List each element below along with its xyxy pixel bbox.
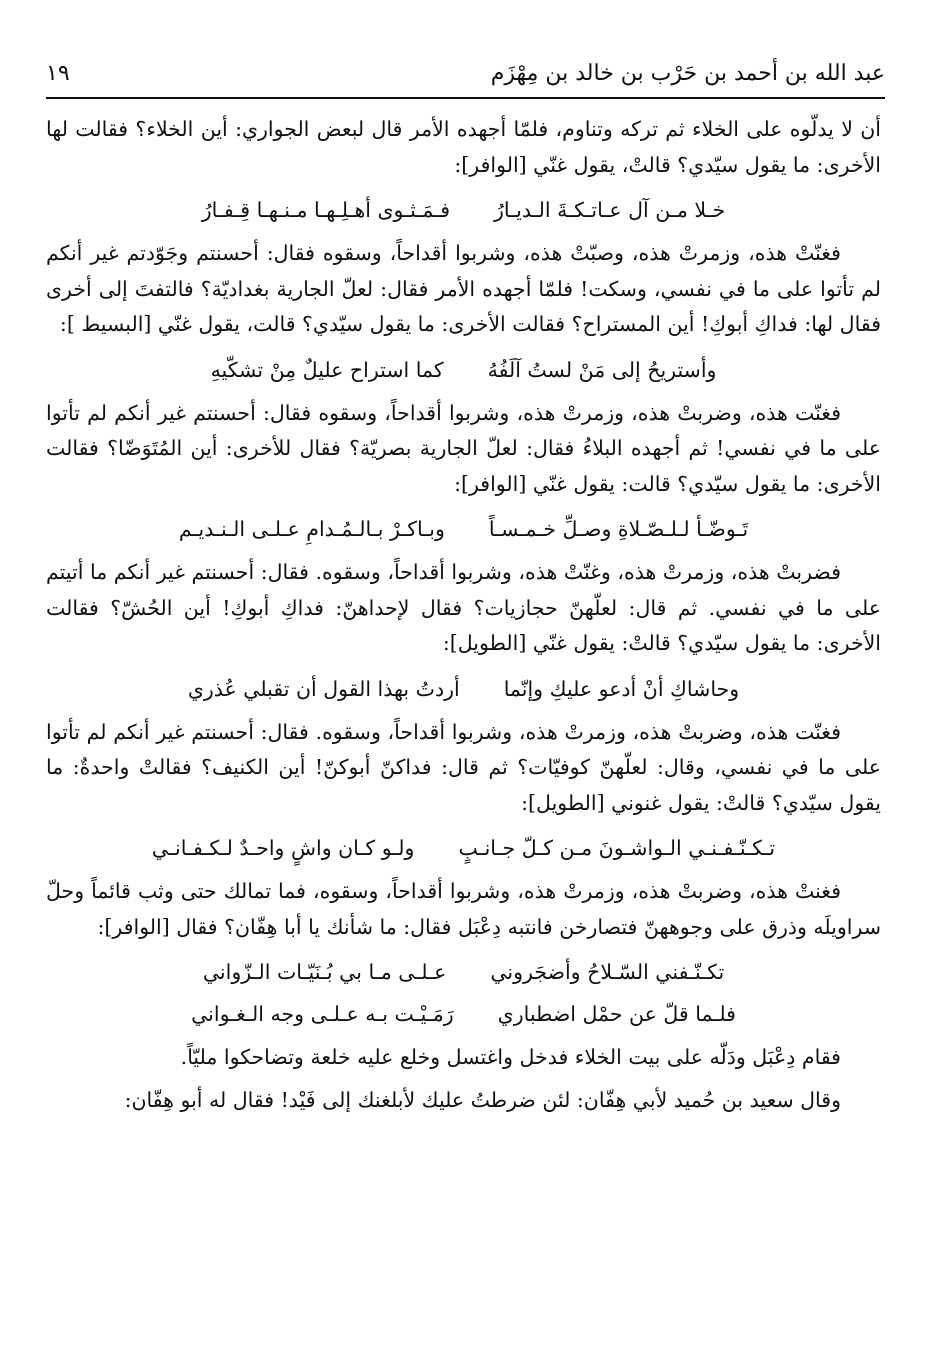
verse-second-hemistich: رَمَـيْـت بـه عـلـى وجه الـغـواني [191, 1002, 454, 1026]
verse-line [46, 828, 881, 868]
verse-line [46, 994, 881, 1034]
verse-first-hemistich: تَـوضّـأ لـلـصّـلاةِ وصـلِّ خـمـسـاً [488, 517, 749, 541]
paragraph: فغنّت هذه، وضربتْ هذه، وزمرتْ هذه، وشربوا أقداحاً، وسقوه. فقال: أحسنتم غير أنكم لم تأتوا على ما في نفسي، وقال: لعلّهنّ كوفيّات؟ ثم قال: فداكنّ أبوكنّ! أين الكنيف؟ فقالتْ واحدةٌ: ما يقول سيّدي؟ قالتْ: يقول غنوني [الطويل]: [46, 719, 881, 815]
verse-first-hemistich: خـلا مـن آل عـاتـكـةَ الـديـارُ [494, 198, 726, 222]
paragraph: أن لا يدلّوه على الخلاء ثم تركه وتناوم، فلمّا أجهده الأمر قال لبعض الجواري: أين الخلاء؟ فقالت لها الأخرى: ما يقول سيّدي؟ قالتْ، يقول غنّي [الوافر]: [46, 117, 881, 177]
verse-second-hemistich: عـلـى مـا بي بُـنَيّـات الـزّواني [202, 960, 447, 984]
paragraph: فقام دِعْبَل ودَلّه على بيت الخلاء فدخل واغتسل وخلع عليه خلعة وتضاحكوا مليّاً. [180, 1045, 841, 1069]
verse-line [46, 190, 881, 230]
verse-line [46, 350, 881, 390]
verse-second-hemistich: أردتُ بهذا القول أن تقبلي عُذري [187, 676, 460, 701]
verse-second-hemistich: وبـاكـرْ بـالـمُـدامِ عـلـى الـنـديـم [178, 517, 445, 541]
body-text [46, 112, 881, 1125]
verse-first-hemistich: وأستريحُ إلى مَنْ لستُ آلَفُهُ [487, 357, 717, 382]
verse-second-hemistich: كما استراح عليلٌ مِنْ تشكّيهِ [210, 357, 444, 382]
verse-first-hemistich: وحاشاكِ أنْ أدعو عليكِ وإنّما [503, 676, 740, 701]
verse-first-hemistich: تكـنّـفني السّـلاحُ وأضجَروني [490, 960, 725, 984]
verse-second-hemistich: فـمَـثـوى أهـلِـهـا مـنـهـا قِـفـارُ [201, 198, 451, 222]
running-head [46, 56, 885, 92]
paragraph: فغنّتْ هذه، وزمرتْ هذه، وصبّتْ هذه، وشربوا أقداحاً، وسقوه فقال: أحسنتم وجَوّدتم غير أنكم لم تأتوا على ما في نفسي، وسكت! فلمّا أجهده الأمر فقال: لعلّ الجارية بغداديّة؟ فالتفتَ إلى أخرى فقال لها: فداكِ أبوكِ! أين المستراح؟ فقالت الأخرى: ما يقول سيّدي؟ قالت، يقول غنّي [البسيط ]: [46, 241, 881, 336]
verse-line [46, 509, 881, 549]
verse-first-hemistich: تـكـنّـفـنـي الـواشـونَ مـن كـلّ جـانـبٍ [458, 836, 776, 860]
verse-line [46, 952, 881, 992]
verse-first-hemistich: فلـما قلّ عن حمْل اضطباري [497, 1002, 736, 1026]
header-rule [46, 97, 885, 99]
verse-second-hemistich: ولـو كـان واشٍ واحـدٌ لـكـفـانـي [151, 836, 415, 860]
running-title: عبد الله بن أحمد بن حَرْب بن خالد بن مِهْزَم [490, 61, 885, 86]
paragraph: وقال سعيد بن حُميد لأبي هِفّان: لئن ضرطتُ عليك لأبلغنك إلى فَيْد! فقال له أبو هِفّان: [124, 1087, 841, 1112]
paragraph: فغنتْ هذه، وضربتْ هذه، وزمرتْ هذه، وشربوا أقداحاً، وسقوه، فما تمالك حتى وثب قائماً وحلّ سراويلَه وذرق على وجوههنّ فتصارخن فانتبه دِعْبَل فقال: ما شأنك يا أبا هِفّان؟ فقال [الوافر]: [46, 879, 881, 939]
verse-line [46, 669, 881, 709]
page-number: ١٩ [46, 61, 70, 86]
paragraph: فغنّت هذه، وضربتْ هذه، وزمرتْ هذه، وشربوا أقداحاً، وسقوه فقال: أحسنتم غير أنكم لم تأتوا على ما في نفسي! ثم أجهده البلاءُ فقال: لعلّ الجارية بصريّة؟ فقال للأخرى: أين المُتَوَضّا؟ فقالت الأخرى: ما يقول سيّدي؟ قالت: يقول غنّي [الوافر]: [46, 400, 881, 496]
paragraph: فضربتْ هذه، وزمرتْ هذه، وغنّتْ هذه، وشربوا أقداحاً، وسقوه. فقال: أحسنتم غير أنكم ما أتيتم على ما في نفسي. ثم قال: لعلّهنّ حجازيات؟ فقال لإحداهنّ: فداكِ أبوكِ! أين الحُشّ؟ فقالت الأخرى: ما يقول سيّدي؟ قالتْ: يقول غنّي [الطويل]: [46, 560, 881, 655]
